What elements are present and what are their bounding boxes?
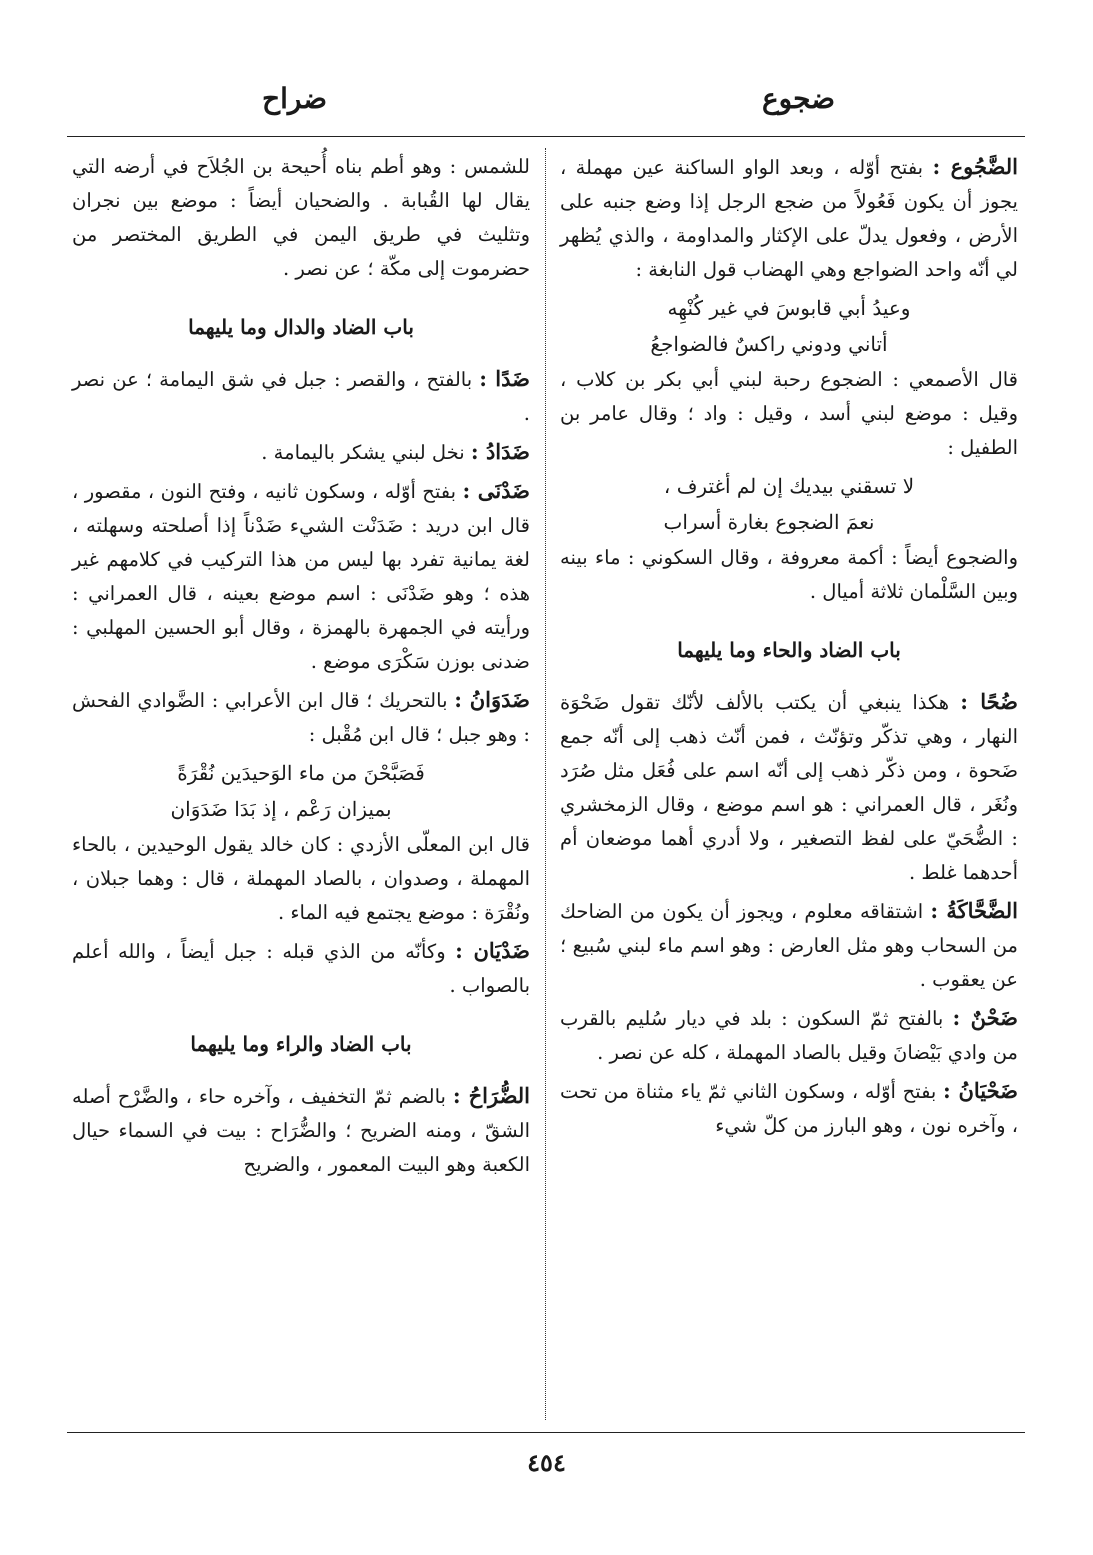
entry-durah — [72, 1079, 530, 1182]
headword: ضُحًا : — [960, 689, 1018, 714]
entry-dadyan — [72, 934, 530, 1003]
verse-line: فَصَبَّحْنَ من ماء الوَحيدَين نُقْرَةً — [177, 761, 425, 785]
entry-text: بفتح أوّله ، وسكون ثانيه ، وفتح النون ، مقصور ، قال ابن دريد : ضَدَنْت الشيء ضَدْناً إذا أصلحته وسهلته ، لغة يمانية تفرد بها ليس من هذا التركيب في كلامهم غير هذه ؛ وهو ضَدْنَى : اسم موضع بعينه ، قال العمراني : ورأيته في الجمهرة بالهمزة ، وقال أبو الحسين المهلبي : ضدنى بوزن سَكْرَى موضع . — [72, 480, 530, 673]
entry-text: بالضم ثمّ التخفيف ، وآخره حاء ، والضَّرْح أصله الشقّ ، ومنه الضريح ؛ والضُّرَاح : بيت في السماء حيال الكعبة وهو البيت المعمور ، والضريح — [72, 1085, 530, 1176]
entry-dajua — [560, 150, 1018, 287]
section-heading: باب الضاد والدال وما يليهما — [188, 315, 414, 339]
right-column — [560, 150, 1018, 1147]
entry-duha — [560, 685, 1018, 890]
verse-line: بميزان رَعْم ، إذ بَدَا ضَدَوَان — [170, 797, 392, 821]
section-heading: باب الضاد والراء وما يليهما — [190, 1032, 412, 1056]
running-header-left: ضراح — [262, 82, 328, 115]
entry-dadawan — [72, 683, 530, 752]
headword: الضَّحَّاكَةُ : — [930, 898, 1018, 923]
entry-dahn — [560, 1001, 1018, 1070]
verse-line: لا تسقني بيديك إن لم أغترف ، — [663, 474, 915, 498]
entry-text: بالفتح ، والقصر : جبل في شق اليمامة ؛ عن نصر . — [72, 368, 530, 425]
column-divider — [545, 148, 546, 1420]
entry-text: وكأنّه من الذي قبله : جبل أيضاً ، والله أعلم بالصواب . — [72, 940, 530, 997]
header-rule — [67, 136, 1025, 137]
entry-text: بالفتح ثمّ السكون : بلد في ديار سُليم بالقرب من وادي بَيْضانَ وقيل بالصاد المهملة ، كله عن نصر . — [560, 1007, 1018, 1064]
paragraph: والضجوع أيضاً : أكمة معروفة ، وقال السكوني : ماء بينه وبين السَّلْمان ثلاثة أميال . — [560, 546, 1018, 603]
entry-dadad — [72, 435, 530, 470]
headword: ضَدًا : — [479, 366, 530, 391]
headword: ضَدَوَانُ : — [454, 687, 530, 712]
headword: ضَدْنَى : — [462, 478, 531, 503]
headword: الضُّرَاحُ : — [452, 1083, 531, 1108]
verse-line: وعيدُ أبي قابوسَ في غير كُنْهِه — [667, 296, 911, 320]
footer-rule — [67, 1432, 1025, 1433]
headword: الضَّجُوع : — [932, 154, 1018, 179]
entry-text: نخل لبني يشكر باليمامة . — [261, 441, 465, 464]
verse-line: أتاني ودوني راكسٌ فالضواجعُ — [650, 332, 888, 356]
paragraph: للشمس : وهو أطم بناه أُحيحة بن الجُلاَح في أرضه التي يقال لها القُبابة . والضحيان أيضاً : موضع بين نجران وتثليث في طريق اليمن في الطريق المختصر من حضرموت إلى مكّة ؛ عن نصر . — [72, 155, 530, 280]
left-column — [72, 150, 530, 1186]
headword: ضَحْنٌ : — [952, 1005, 1018, 1030]
entry-dadna — [72, 474, 530, 679]
entry-dada — [72, 362, 530, 431]
headword: ضَدْيَان : — [455, 938, 530, 963]
entry-text: بفتح أوّله ، وسكون الثاني ثمّ ياء مثناة من تحت ، وآخره نون ، وهو البارز من كلّ شيء — [560, 1080, 1018, 1137]
verse-line: نعمَ الضجوع بغارة أسراب — [663, 510, 875, 534]
entry-text: بفتح أوّله ، وبعد الواو الساكنة عين مهملة ، يجوز أن يكون فَعُولاً من ضجع الرجل إذا وضع جنبه على الأرض ، وفعول يدلّ على الإكثار والمداومة ، والذي يُظهر لي أنّه واحد الضواجع وهي الهضاب قول النابغة : — [560, 156, 1018, 281]
entry-dahyan — [560, 1074, 1018, 1143]
paragraph: قال ابن المعلّى الأزدي : كان خالد يقول الوحيدين ، بالحاء المهملة ، وصدوان ، بالصاد المهملة ، قال : وهما جبلان ، ونُقْرَة : موضع يجتمع فيه الماء . — [72, 833, 530, 924]
headword: ضَدَادُ : — [470, 439, 530, 464]
section-heading: باب الضاد والحاء وما يليهما — [677, 638, 901, 662]
entry-text: اشتقاقه معلوم ، ويجوز أن يكون من الضاحك من السحاب وهو مثل العارض : وهو اسم ماء لبني سُبيع ؛ عن يعقوب . — [560, 900, 1018, 991]
entry-dahhaka — [560, 894, 1018, 997]
headword: ضَحْيَانُ : — [942, 1078, 1019, 1103]
running-header-right: ضجوع — [761, 82, 835, 115]
entry-text: هكذا ينبغي أن يكتب بالألف لأنّك تقول ضَحْوَة النهار ، وهي تذكّر وتؤنّث ، فمن أنّث ذهب إلى أنّه جمع ضَحوة ، ومن ذكّر ذهب إلى أنّه اسم على فُعَل مثل صُرَد ونُغَر ، قال العمراني : هو اسم موضع ، وقال الزمخشري : الضُّحَيّ على لفظ التصغير ، ولا أدري أهما موضعان أم أحدهما غلط . — [560, 691, 1018, 884]
page-number: ٤٥٤ — [527, 1448, 566, 1477]
entry-text: بالتحريك ؛ قال ابن الأعرابي : الضَّوادي الفحش : وهو جبل ؛ قال ابن مُقْبل : — [72, 689, 530, 746]
paragraph: قال الأصمعي : الضجوع رحبة لبني أبي بكر بن كلاب ، وقيل : موضع لبني أسد ، وقيل : واد ؛ وقال عامر بن الطفيل : — [560, 368, 1018, 459]
